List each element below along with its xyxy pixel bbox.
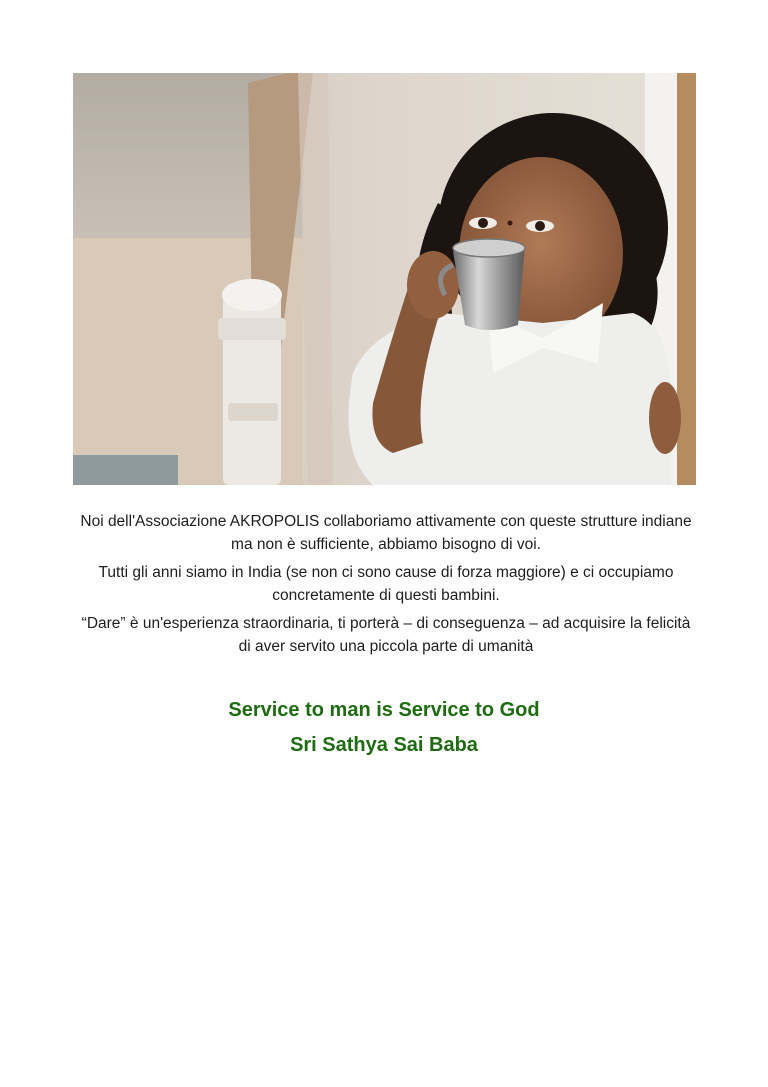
hero-photo: [73, 73, 696, 485]
paragraph-collaboration: Noi dell'Associazione AKROPOLIS collaboriamo attivamente con queste strutture indiane ma non è sufficiente, abbiamo bisogno di voi.: [80, 513, 692, 553]
child-drinking-photo-illustration: [73, 73, 696, 485]
appeal-text: [80, 511, 692, 664]
quote-author: Sri Sathya Sai Baba: [290, 734, 478, 756]
quote-text: Service to man is Service to God: [228, 699, 540, 721]
paragraph-giving: “Dare” è un'esperienza straordinaria, ti porterà – di conseguenza – ad acquisire la felicità di aver servito una piccola parte di umanità: [81, 615, 691, 655]
paragraph-india-trips: Tutti gli anni siamo in India (se non ci sono cause di forza maggiore) e ci occupiamo concretamente di questi bambini.: [98, 564, 674, 604]
